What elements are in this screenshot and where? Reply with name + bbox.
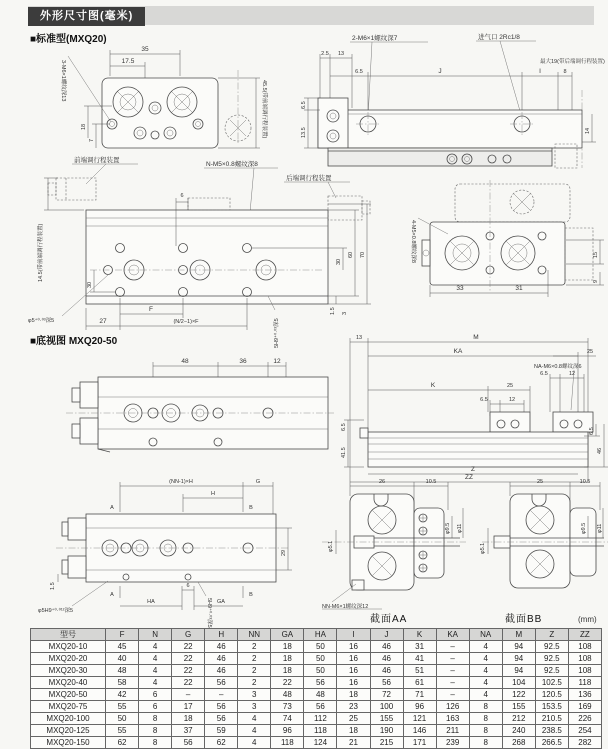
value-cell: 8 [469, 725, 502, 737]
model-cell: MXQ20-30 [31, 665, 106, 677]
aa-dim-26: 26 [378, 479, 386, 485]
value-cell: 4 [469, 641, 502, 653]
value-cell: 92.5 [535, 665, 568, 677]
value-cell: 3 [238, 689, 271, 701]
dim-45-5-note: 45.5(带前端调行程装置) [261, 80, 267, 139]
value-cell: 108 [568, 665, 601, 677]
value-cell: 6 [139, 701, 172, 713]
drawing-bottom-side-view [338, 332, 608, 482]
value-cell: 48 [271, 689, 304, 701]
dim-1-5: 1.5 [330, 307, 336, 315]
value-cell: 50 [304, 641, 337, 653]
value-cell: 2 [238, 677, 271, 689]
dim-27: 27 [99, 318, 107, 325]
value-cell: 4 [139, 677, 172, 689]
dim-65-left: 6.5 [341, 423, 347, 431]
value-cell: 100 [370, 701, 403, 713]
dim-I: I [539, 68, 541, 75]
value-cell: 62 [205, 737, 238, 749]
value-cell: 21 [337, 737, 370, 749]
bb-dim-10-5: 10.5 [579, 479, 591, 485]
model-cell: MXQ20-40 [31, 677, 106, 689]
bb-phi-5-1: φ5.1 [480, 542, 486, 554]
value-cell: – [436, 689, 469, 701]
value-cell: 4 [238, 713, 271, 725]
column-header: N [139, 629, 172, 641]
dim-65a: 6.5 [540, 371, 548, 377]
value-cell: 190 [370, 725, 403, 737]
thread-2m6-label: 2-M6×1螺纹深7 [352, 35, 398, 42]
caption-section-aa: 截面AA [370, 614, 408, 625]
slot-5h9b-label: 5H9⁺⁰·⁰³深5 [206, 598, 212, 628]
value-cell: 8 [469, 737, 502, 749]
value-cell: 212 [502, 713, 535, 725]
value-cell: 210.5 [535, 713, 568, 725]
table-row [31, 665, 602, 677]
model-cell: MXQ20-50 [31, 689, 106, 701]
model-cell: MXQ20-100 [31, 713, 106, 725]
value-cell: 8 [469, 701, 502, 713]
dim-F: F [149, 306, 153, 313]
thread-3m6-label: 3-M6×1螺纹深13 [60, 60, 66, 102]
value-cell: 50 [304, 665, 337, 677]
value-cell: 104 [502, 677, 535, 689]
bb-phi-9-5: φ9.5 [581, 522, 587, 534]
section-arrow-b-bottom: B [249, 592, 253, 598]
hole-phi5h9-label: φ5H9⁺⁰·⁰¹²深5 [38, 608, 74, 614]
dim-70: 70 [360, 251, 366, 258]
front-adjuster-label: 前端调行程装置 [74, 157, 120, 164]
dim-1-5b: 1.5 [50, 582, 56, 590]
hole-phi5-label: φ5⁺⁰·⁰³深5 [28, 318, 55, 324]
port-label: 进气口 2Rc1/8 [478, 34, 520, 41]
value-cell: 62 [106, 737, 139, 749]
page-title: 外形尺寸图(毫米) [28, 7, 145, 26]
value-cell: 3 [238, 701, 271, 713]
column-header: H [205, 629, 238, 641]
dim-12: 12 [273, 358, 281, 365]
value-cell: 238.5 [535, 725, 568, 737]
drawing-plan-view [40, 40, 320, 158]
dim-6-5a: 6.5 [355, 69, 363, 75]
value-cell: 37 [172, 725, 205, 737]
thread-4m5-label: 4-M5×0.8螺纹深8 [410, 220, 416, 263]
section-standard-label: ■标准型(MXQ20) [30, 34, 107, 45]
dim-KA: KA [453, 348, 463, 355]
dim-H: H [211, 491, 215, 497]
slot-5h9-label: 5H9⁺⁰·⁰³深5 [274, 318, 280, 348]
column-header: GA [271, 629, 304, 641]
column-header: HA [304, 629, 337, 641]
model-cell: MXQ20-20 [31, 653, 106, 665]
dim-HA: HA [147, 599, 155, 605]
value-cell: 146 [403, 725, 436, 737]
dim-60: 60 [348, 251, 354, 258]
value-cell: 4 [469, 653, 502, 665]
value-cell: 136 [568, 689, 601, 701]
value-cell: 126 [436, 701, 469, 713]
value-cell: – [205, 689, 238, 701]
dim-3: 3 [342, 311, 348, 315]
dim-9: 9 [593, 279, 599, 283]
model-cell: MXQ20-150 [31, 737, 106, 749]
column-header: M [502, 629, 535, 641]
value-cell: 171 [403, 737, 436, 749]
value-cell: 16 [337, 665, 370, 677]
dim-30-left: 30 [87, 281, 93, 288]
value-cell: 55 [106, 701, 139, 713]
value-cell: 118 [271, 737, 304, 749]
value-cell: 22 [172, 677, 205, 689]
title-bar [28, 6, 594, 25]
dim-25b: 25 [506, 383, 514, 389]
value-cell: 108 [568, 641, 601, 653]
value-cell: 22 [271, 677, 304, 689]
aa-thread-label: NN-M6×1螺纹深12 [322, 604, 369, 610]
value-cell: 121 [403, 713, 436, 725]
value-cell: 16 [337, 641, 370, 653]
aa-phi-9-5: φ9.5 [445, 522, 451, 534]
value-cell: 120.5 [535, 689, 568, 701]
value-cell: 8 [139, 737, 172, 749]
column-header: NN [238, 629, 271, 641]
value-cell: 56 [370, 677, 403, 689]
value-cell: 17 [172, 701, 205, 713]
value-cell: 239 [436, 737, 469, 749]
value-cell: 51 [403, 665, 436, 677]
dim-41-5: 41.5 [341, 447, 347, 458]
dim-6-5b: 6.5 [301, 101, 307, 109]
dim-18: 18 [81, 123, 87, 130]
value-cell: 124 [304, 737, 337, 749]
drawing-bottom-view [38, 352, 338, 460]
value-cell: – [436, 641, 469, 653]
drawing-end-view [400, 172, 605, 300]
value-cell: 41 [403, 653, 436, 665]
bb-phi-11: φ11 [597, 523, 603, 533]
value-cell: 112 [304, 713, 337, 725]
dim-J: J [438, 68, 442, 75]
value-cell: 96 [403, 701, 436, 713]
value-cell: 61 [403, 677, 436, 689]
table-row [31, 701, 602, 713]
value-cell: 92.5 [535, 653, 568, 665]
table-row [31, 641, 602, 653]
formula-nn-h: (NN-1)×H [169, 479, 193, 485]
value-cell: 73 [271, 701, 304, 713]
value-cell: 56 [205, 713, 238, 725]
value-cell: 18 [172, 713, 205, 725]
value-cell: 50 [106, 713, 139, 725]
column-header: NA [469, 629, 502, 641]
column-header: F [106, 629, 139, 641]
dim-2-5: 2.5 [321, 51, 329, 57]
value-cell: 94 [502, 641, 535, 653]
value-cell: 72 [370, 689, 403, 701]
value-cell: 31 [403, 641, 436, 653]
aa-phi-5-1: φ5.1 [328, 540, 334, 552]
value-cell: 16 [337, 653, 370, 665]
column-header: K [403, 629, 436, 641]
value-cell: 215 [370, 737, 403, 749]
value-cell: 92.5 [535, 641, 568, 653]
value-cell: 48 [106, 665, 139, 677]
value-cell: 8 [139, 713, 172, 725]
table-row [31, 725, 602, 737]
drawing-section-bb [470, 478, 608, 606]
value-cell: 254 [568, 725, 601, 737]
value-cell: 59 [205, 725, 238, 737]
value-cell: 108 [568, 653, 601, 665]
value-cell: 226 [568, 713, 601, 725]
dim-Z: Z [471, 466, 475, 473]
table-row [31, 677, 602, 689]
rear-adjuster-label: 后端调行程装置 [286, 175, 332, 182]
dim-14: 14 [585, 127, 591, 134]
value-cell: 6 [139, 689, 172, 701]
table-row [31, 653, 602, 665]
dim-48: 48 [181, 358, 189, 365]
dim-36: 36 [239, 358, 247, 365]
caption-section-bb: 截面BB [505, 614, 543, 625]
value-cell: 56 [172, 737, 205, 749]
value-cell: 18 [337, 725, 370, 737]
aa-phi-11: φ11 [457, 523, 463, 533]
model-cell: MXQ20-125 [31, 725, 106, 737]
value-cell: 46 [370, 665, 403, 677]
dim-17-5: 17.5 [121, 58, 135, 65]
value-cell: 94 [502, 653, 535, 665]
dim-12a: 12 [568, 371, 576, 377]
value-cell: 42 [106, 689, 139, 701]
table-row [31, 713, 602, 725]
model-cell: MXQ20-10 [31, 641, 106, 653]
dim-65-right: 6.5 [589, 427, 595, 435]
dim-K: K [430, 382, 436, 389]
max19-note: 最大19(带后端调行程装置) [540, 59, 605, 65]
column-header-model: 型号 [31, 629, 106, 641]
drawing-section-aa [322, 478, 468, 610]
value-cell: 211 [436, 725, 469, 737]
dimension-table-wrap [30, 628, 602, 749]
value-cell: 46 [205, 641, 238, 653]
column-header: ZZ [568, 629, 601, 641]
thread-nm5-label: N-M5×0.8螺纹深8 [206, 161, 258, 168]
value-cell: 58 [106, 677, 139, 689]
value-cell: 56 [304, 701, 337, 713]
value-cell: 4 [139, 653, 172, 665]
column-header: Z [535, 629, 568, 641]
value-cell: 118 [568, 677, 601, 689]
value-cell: 46 [370, 653, 403, 665]
column-header: J [370, 629, 403, 641]
value-cell: 16 [337, 677, 370, 689]
value-cell: 266.5 [535, 737, 568, 749]
value-cell: 153.5 [535, 701, 568, 713]
section-bottomview-label: ■底视图 MXQ20-50 [30, 336, 118, 347]
value-cell: 40 [106, 653, 139, 665]
value-cell: 102.5 [535, 677, 568, 689]
value-cell: – [436, 665, 469, 677]
dim-13-5: 13.5 [301, 127, 307, 138]
value-cell: 155 [502, 701, 535, 713]
value-cell: 282 [568, 737, 601, 749]
value-cell: 45 [106, 641, 139, 653]
value-cell: 46 [205, 665, 238, 677]
dim-46: 46 [597, 447, 603, 454]
value-cell: 22 [172, 653, 205, 665]
value-cell: 118 [304, 725, 337, 737]
value-cell: – [436, 653, 469, 665]
value-cell: 4 [469, 677, 502, 689]
note-14-5: 14.5(带前端调行程装置) [38, 223, 44, 282]
value-cell: 18 [337, 689, 370, 701]
dim-31: 31 [515, 285, 523, 292]
value-cell: 55 [106, 725, 139, 737]
value-cell: 4 [238, 725, 271, 737]
table-header-row [31, 629, 602, 641]
bb-dim-25: 25 [536, 479, 544, 485]
column-header: KA [436, 629, 469, 641]
value-cell: 240 [502, 725, 535, 737]
value-cell: 48 [304, 689, 337, 701]
dim-GA: GA [217, 599, 225, 605]
dim-M: M [473, 334, 479, 341]
value-cell: 74 [271, 713, 304, 725]
value-cell: 4 [238, 737, 271, 749]
aa-dim-10-5: 10.5 [425, 479, 437, 485]
value-cell: 163 [436, 713, 469, 725]
value-cell: 56 [205, 701, 238, 713]
section-arrow-a-bottom: A [110, 592, 114, 598]
value-cell: 8 [469, 713, 502, 725]
drawing-side-view-top [300, 30, 605, 168]
dim-29: 29 [281, 549, 287, 556]
column-header: G [172, 629, 205, 641]
section-arrow-a-top: A [110, 505, 114, 511]
dim-G: G [255, 479, 261, 485]
value-cell: 268 [502, 737, 535, 749]
value-cell: 56 [205, 677, 238, 689]
dim-6: 6 [180, 193, 184, 199]
dim-13: 13 [337, 51, 345, 57]
value-cell: 18 [271, 641, 304, 653]
dim-8: 8 [563, 69, 567, 75]
value-cell: 18 [271, 653, 304, 665]
drawing-lower-bottom-view [38, 478, 338, 626]
value-cell: 46 [205, 653, 238, 665]
table-row [31, 689, 602, 701]
value-cell: 4 [469, 665, 502, 677]
value-cell: 2 [238, 665, 271, 677]
dim-ZZ: ZZ [465, 474, 473, 481]
formula-nf: (N/2−1)×F [173, 319, 199, 325]
value-cell: 122 [502, 689, 535, 701]
dim-7: 7 [89, 138, 95, 142]
section-arrow-b-top: B [249, 505, 253, 511]
dim-12b: 12 [508, 397, 516, 403]
value-cell: 71 [403, 689, 436, 701]
value-cell: – [172, 689, 205, 701]
value-cell: 22 [172, 641, 205, 653]
dim-13b: 13 [355, 335, 363, 341]
value-cell: 169 [568, 701, 601, 713]
value-cell: 8 [139, 725, 172, 737]
dim-30-right: 30 [336, 258, 342, 265]
dimensions-table [30, 628, 602, 749]
value-cell: 2 [238, 653, 271, 665]
thread-na-m6-label: NA-M6×0.8螺纹深6 [534, 364, 582, 370]
value-cell: 4 [139, 641, 172, 653]
value-cell: 50 [304, 653, 337, 665]
dim-25a: 25 [586, 349, 594, 355]
value-cell: 23 [337, 701, 370, 713]
dim-35: 35 [141, 46, 149, 53]
dim-15: 15 [593, 251, 599, 258]
value-cell: 25 [337, 713, 370, 725]
value-cell: 94 [502, 665, 535, 677]
value-cell: 4 [469, 689, 502, 701]
value-cell: 22 [172, 665, 205, 677]
value-cell: 4 [139, 665, 172, 677]
mm-note: (mm) [578, 615, 597, 624]
table-row [31, 737, 602, 749]
dim-6b: 6 [186, 583, 190, 589]
column-header: I [337, 629, 370, 641]
value-cell: 2 [238, 641, 271, 653]
value-cell: 155 [370, 713, 403, 725]
model-cell: MXQ20-75 [31, 701, 106, 713]
value-cell: – [436, 677, 469, 689]
dim-33: 33 [456, 285, 464, 292]
value-cell: 56 [304, 677, 337, 689]
value-cell: 46 [370, 641, 403, 653]
value-cell: 18 [271, 665, 304, 677]
dim-65b: 6.5 [480, 397, 488, 403]
value-cell: 96 [271, 725, 304, 737]
